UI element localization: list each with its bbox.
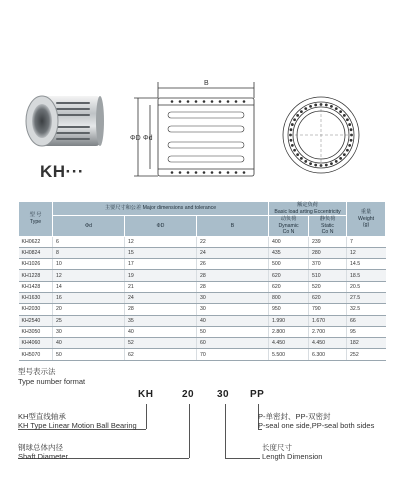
table-cell: 620	[269, 270, 309, 281]
ball-mark	[300, 157, 303, 160]
table-cell: 2.700	[309, 326, 347, 337]
length-dimension-cn: 长度尺寸	[262, 443, 292, 452]
shaft-diameter-cn: 钢球总体内径	[18, 443, 63, 452]
ball-mark	[343, 153, 346, 156]
table-cell: 50	[53, 349, 125, 360]
table-cell: 280	[309, 247, 347, 258]
table-cell: 28	[197, 281, 269, 292]
ball-mark	[309, 105, 312, 108]
ball-mark	[339, 157, 342, 160]
table-cell: 24	[197, 247, 269, 258]
table-cell: 620	[309, 292, 347, 303]
table-cell: 14.5	[347, 259, 386, 270]
table-cell: 12	[125, 236, 197, 247]
table-cell: KH1630	[19, 292, 53, 303]
table-cell: 16	[53, 292, 125, 303]
table-cell: 62	[125, 349, 197, 360]
shaft-diameter-en: Shaft Diameter	[18, 452, 69, 461]
code-kh: KH	[138, 389, 154, 400]
table-cell: 25	[53, 315, 125, 326]
table-cell: KH1228	[19, 270, 53, 281]
load-header: 额定负荷 Basic load arting Eccentricity	[269, 202, 347, 216]
type-format-title-cn: 型号表示法	[18, 367, 56, 376]
table-cell: 32.5	[347, 304, 386, 315]
table-cell: 7	[347, 236, 386, 247]
ball-mark	[314, 104, 317, 107]
table-row	[19, 236, 386, 247]
model-header: 型 号 Type	[19, 202, 53, 237]
weight-header: 重量 Weight (g)	[347, 202, 386, 237]
ball-mark	[309, 162, 312, 165]
ball-mark	[291, 144, 294, 147]
ball-mark	[348, 123, 351, 126]
table-cell: 35	[125, 315, 197, 326]
table-cell: 70	[197, 349, 269, 360]
table-cell: 1.990	[269, 315, 309, 326]
code-pp: PP	[250, 389, 265, 400]
table-cell: 27.5	[347, 292, 386, 303]
table-cell: 4.450	[269, 338, 309, 349]
table-cell: 20.5	[347, 281, 386, 292]
table-cell: KH5070	[19, 349, 53, 360]
table-cell: KH1428	[19, 281, 53, 292]
table-cell: 1.670	[309, 315, 347, 326]
table-cell: 510	[309, 270, 347, 281]
table-cell: 10	[53, 259, 125, 270]
connector-kh-vertical	[146, 404, 147, 429]
table-cell: 239	[309, 236, 347, 247]
table-cell: 95	[347, 326, 386, 337]
side-view-drawing	[280, 94, 362, 176]
ball-mark	[335, 160, 338, 163]
table-cell: KH0824	[19, 247, 53, 258]
table-cell: 620	[269, 281, 309, 292]
static-header: 静负荷 Static Co N	[309, 216, 347, 237]
ball-mark	[346, 118, 349, 121]
table-cell: 800	[269, 292, 309, 303]
table-cell: 40	[125, 326, 197, 337]
ball-mark	[325, 104, 328, 107]
dim-outer-label: ΦD	[130, 135, 141, 142]
table-cell: 19	[125, 270, 197, 281]
table-cell: 66	[347, 315, 386, 326]
connector-30-vertical	[225, 404, 226, 458]
table-cell: 790	[309, 304, 347, 315]
dim-D-header: ΦD	[125, 216, 197, 237]
table-cell: 370	[309, 259, 347, 270]
dim-inner-label: Φd	[143, 135, 153, 142]
ball-mark	[325, 164, 328, 167]
seal-option-cn: P-单密封、PP-双密封	[258, 412, 331, 421]
table-cell: 21	[125, 281, 197, 292]
table-cell: 52	[125, 338, 197, 349]
table-cell: 20	[53, 304, 125, 315]
ball-mark	[304, 160, 307, 163]
table-cell: 26	[197, 259, 269, 270]
code-20: 20	[182, 389, 195, 400]
ball-mark	[290, 128, 293, 131]
ball-mark	[346, 149, 349, 152]
table-cell: 6.300	[309, 349, 347, 360]
table-cell: KH0622	[19, 236, 53, 247]
table-cell: 14	[53, 281, 125, 292]
table-cell: KH2540	[19, 315, 53, 326]
ball-mark	[348, 144, 351, 147]
table-cell: 30	[53, 326, 125, 337]
table-cell: 15	[125, 247, 197, 258]
table-cell: 17	[125, 259, 197, 270]
table-cell: 50	[197, 326, 269, 337]
ball-mark	[296, 153, 299, 156]
ball-mark	[314, 164, 317, 167]
table-cell: 2.800	[269, 326, 309, 337]
table-cell: 8	[53, 247, 125, 258]
table-cell: 28	[197, 270, 269, 281]
table-cell: 22	[197, 236, 269, 247]
table-cell: 950	[269, 304, 309, 315]
table-cell: 18.5	[347, 270, 386, 281]
type-format-title-en: Type number format	[18, 377, 86, 386]
table-cell: 30	[197, 304, 269, 315]
table-cell: 40	[197, 315, 269, 326]
table-row	[19, 304, 386, 315]
major-dimensions-header: 主要尺寸和公差 Major dimensions and tolerance	[53, 202, 269, 216]
table-cell: 182	[347, 338, 386, 349]
dim-B-header: B	[197, 216, 269, 237]
table-cell: 252	[347, 349, 386, 360]
table-row	[19, 338, 386, 349]
kh-type-cn: KH型直线轴承	[18, 412, 66, 421]
connector-30-horizontal	[225, 458, 260, 459]
table-cell: KH4060	[19, 338, 53, 349]
bearing-photo	[22, 88, 104, 154]
table-cell: 30	[197, 292, 269, 303]
seal-option-en: P-seal one side,PP-seal both sides	[258, 421, 375, 430]
ball-mark	[293, 118, 296, 121]
dim-b-label: B	[204, 80, 209, 87]
table-cell: 12	[53, 270, 125, 281]
ball-mark	[304, 107, 307, 110]
table-cell: KH3050	[19, 326, 53, 337]
series-label: KH···	[40, 162, 85, 181]
table-cell: 400	[269, 236, 309, 247]
table-cell: 500	[269, 259, 309, 270]
table-cell: 6	[53, 236, 125, 247]
spec-table-body	[19, 236, 386, 360]
ball-mark	[350, 139, 353, 142]
table-cell: KH2030	[19, 304, 53, 315]
connector-20-vertical	[189, 404, 190, 458]
ball-mark	[290, 139, 293, 142]
ball-mark	[339, 110, 342, 113]
table-row	[19, 326, 386, 337]
table-cell: 4.450	[309, 338, 347, 349]
ball-mark	[350, 128, 353, 131]
table-row	[19, 247, 386, 258]
table-row	[19, 281, 386, 292]
length-dimension-en: Length Dimension	[262, 452, 323, 461]
table-cell: 520	[309, 281, 347, 292]
table-cell: KH1026	[19, 259, 53, 270]
kh-type-en: KH Type Linear Motion Ball Bearing	[18, 421, 137, 430]
ball-mark	[300, 110, 303, 113]
table-row	[19, 349, 386, 360]
table-cell: 60	[197, 338, 269, 349]
front-view-drawing	[130, 74, 270, 184]
ball-mark	[330, 105, 333, 108]
table-cell: 5.500	[269, 349, 309, 360]
code-30: 30	[217, 389, 230, 400]
ball-mark	[293, 149, 296, 152]
table-row	[19, 315, 386, 326]
spec-table	[18, 201, 386, 361]
ball-mark	[343, 114, 346, 117]
ball-mark	[335, 107, 338, 110]
table-row	[19, 259, 386, 270]
ball-mark	[330, 162, 333, 165]
table-cell: 40	[53, 338, 125, 349]
table-cell: 24	[125, 292, 197, 303]
table-row	[19, 292, 386, 303]
ball-mark	[291, 123, 294, 126]
table-cell: 28	[125, 304, 197, 315]
dim-d-header: Φd	[53, 216, 125, 237]
table-row	[19, 270, 386, 281]
ball-mark	[296, 114, 299, 117]
table-cell: 435	[269, 247, 309, 258]
dynamic-header: 动负荷 Dynamic Co N	[269, 216, 309, 237]
table-cell: 12	[347, 247, 386, 258]
